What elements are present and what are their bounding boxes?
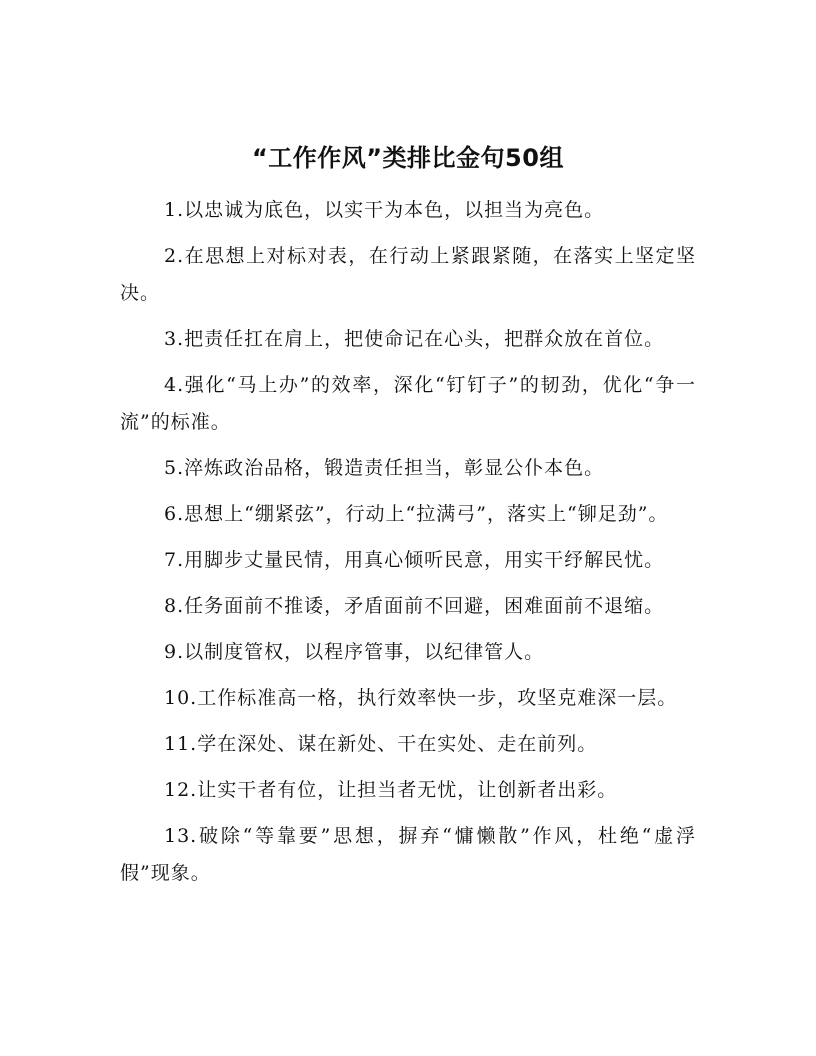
list-item: 6.思想上“绷紧弦”，行动上“拉满弓”，落实上“铆足劲”。 xyxy=(164,503,669,525)
list-item: 3.把责任扛在肩上，把使命记在心头，把群众放在首位。 xyxy=(164,328,665,350)
document-title: “工作作风”类排比金句50组 xyxy=(252,144,564,172)
list-item: 5.淬炼政治品格，锻造责任担当，彰显公仆本色。 xyxy=(164,457,605,479)
list-item: 12.让实干者有位，让担当者无忧，让创新者出彩。 xyxy=(164,779,618,801)
list-item: 2.在思想上对标对表，在行动上紧跟紧随，在落实上坚定坚决。 xyxy=(120,245,696,304)
list-item: 8.任务面前不推诿，矛盾面前不回避，困难面前不退缩。 xyxy=(164,595,665,617)
list-item: 11.学在深处、谋在新处、干在实处、走在前列。 xyxy=(164,733,598,755)
list-item: 13.破除“等靠要”思想，摒弃“慵懒散”作风，杜绝“虚浮假”现象。 xyxy=(120,825,696,884)
list-item: 1.以忠诚为底色，以实干为本色，以担当为亮色。 xyxy=(164,199,605,221)
list-item: 4.强化“马上办”的效率，深化“钉钉子”的韧劲，优化“争一流”的标准。 xyxy=(120,374,696,433)
list-item: 10.工作标准高一格，执行效率快一步，攻坚克难深一层。 xyxy=(164,687,678,709)
document-body xyxy=(120,192,696,901)
list-item: 7.用脚步丈量民情，用真心倾听民意，用实干纾解民忧。 xyxy=(164,549,665,571)
list-item: 9.以制度管权，以程序管事，以纪律管人。 xyxy=(164,641,545,663)
